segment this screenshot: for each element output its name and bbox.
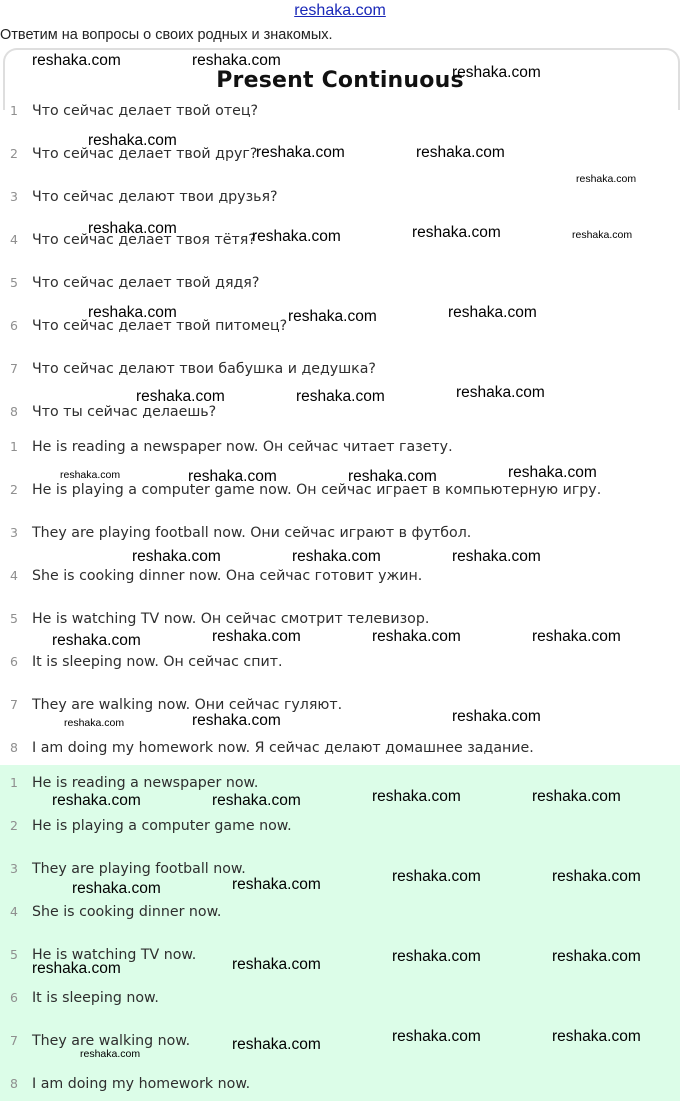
watermark: reshaka.com <box>392 948 481 965</box>
item-number: 8 <box>10 740 18 755</box>
watermark: reshaka.com <box>456 384 545 401</box>
watermark: reshaka.com <box>448 304 537 321</box>
watermark: reshaka.com <box>508 464 597 481</box>
question-text: Что сейчас делают твои друзья? <box>32 189 278 205</box>
question-text: Что сейчас делает твой дядя? <box>32 275 260 291</box>
item-number: 5 <box>10 947 18 962</box>
translation-text: She is cooking dinner now. Она сейчас готовит ужин. <box>32 568 423 584</box>
item-number: 2 <box>10 482 18 497</box>
item-number: 3 <box>10 525 18 540</box>
watermark: reshaka.com <box>392 868 481 885</box>
item-number: 1 <box>10 439 18 454</box>
watermark: reshaka.com <box>292 548 381 565</box>
translation-row <box>0 436 680 458</box>
item-number: 2 <box>10 146 18 161</box>
exercise-title: Present Continuous <box>216 68 464 93</box>
watermark: reshaka.com <box>392 1028 481 1045</box>
watermark: reshaka.com <box>72 880 161 897</box>
watermark: reshaka.com <box>60 469 121 481</box>
watermark: reshaka.com <box>32 52 121 69</box>
watermark: reshaka.com <box>452 64 541 81</box>
answer-row <box>0 815 680 837</box>
watermark: reshaka.com <box>88 220 177 237</box>
watermark: reshaka.com <box>232 956 321 973</box>
watermark: reshaka.com <box>372 628 461 645</box>
item-number: 6 <box>10 990 18 1005</box>
question-text: Что сейчас делают твои бабушка и дедушка? <box>32 361 376 377</box>
item-number: 1 <box>10 103 18 118</box>
watermark: reshaka.com <box>576 173 637 185</box>
intro-text: Ответим на вопросы о своих родных и знакомых. <box>0 27 333 43</box>
watermark: reshaka.com <box>372 788 461 805</box>
translation-text: They are walking now. Они сейчас гуляют. <box>32 697 343 713</box>
answer-text: He is playing a computer game now. <box>32 818 292 834</box>
translation-text: They are playing football now. Они сейчас играют в футбол. <box>32 525 472 541</box>
item-number: 7 <box>10 697 18 712</box>
translation-row <box>0 651 680 673</box>
answer-text: It is sleeping now. <box>32 990 159 1006</box>
item-number: 4 <box>10 904 18 919</box>
question-text: Что сейчас делает твой отец? <box>32 103 259 119</box>
watermark: reshaka.com <box>212 628 301 645</box>
question-text: Что сейчас делает твоя тётя? <box>32 232 256 248</box>
question-text: Что сейчас делает твой питомец? <box>32 318 288 334</box>
watermark: reshaka.com <box>296 388 385 405</box>
item-number: 7 <box>10 1033 18 1048</box>
item-number: 6 <box>10 654 18 669</box>
translation-row <box>0 694 680 716</box>
watermark: reshaka.com <box>132 548 221 565</box>
question-text: Что сейчас делает твой друг? <box>32 146 258 162</box>
watermark: reshaka.com <box>52 792 141 809</box>
item-number: 8 <box>10 1076 18 1091</box>
item-number: 4 <box>10 232 18 247</box>
watermark: reshaka.com <box>52 632 141 649</box>
translation-row <box>0 608 680 630</box>
watermark: reshaka.com <box>532 788 621 805</box>
watermark: reshaka.com <box>552 948 641 965</box>
watermark: reshaka.com <box>572 229 633 241</box>
watermark: reshaka.com <box>416 144 505 161</box>
question-row <box>0 272 680 294</box>
translation-row <box>0 565 680 587</box>
watermark: reshaka.com <box>532 628 621 645</box>
question-row <box>0 186 680 208</box>
watermark: reshaka.com <box>256 144 345 161</box>
translation-text: He is reading a newspaper now. Он сейчас читает газету. <box>32 439 453 455</box>
watermark: reshaka.com <box>232 876 321 893</box>
answer-row <box>0 1073 680 1095</box>
watermark: reshaka.com <box>348 468 437 485</box>
translation-text: He is watching TV now. Он сейчас смотрит телевизор. <box>32 611 430 627</box>
item-number: 5 <box>10 275 18 290</box>
translation-row <box>0 522 680 544</box>
translation-text: It is sleeping now. Он сейчас спит. <box>32 654 283 670</box>
question-row <box>0 358 680 380</box>
watermark: reshaka.com <box>192 52 281 69</box>
item-number: 7 <box>10 361 18 376</box>
translation-text: I am doing my homework now. Я сейчас делают домашнее задание. <box>32 740 534 756</box>
watermark: reshaka.com <box>192 712 281 729</box>
watermark: reshaka.com <box>188 468 277 485</box>
translation-row <box>0 737 680 759</box>
question-text: Что ты сейчас делаешь? <box>32 404 217 420</box>
answer-text: They are walking now. <box>32 1033 191 1049</box>
watermark: reshaka.com <box>412 224 501 241</box>
item-number: 2 <box>10 818 18 833</box>
watermark: reshaka.com <box>552 1028 641 1045</box>
answer-row <box>0 901 680 923</box>
watermark: reshaka.com <box>64 717 125 729</box>
site-header-link[interactable]: reshaka.com <box>294 2 386 19</box>
watermark: reshaka.com <box>88 132 177 149</box>
translation-text: He is playing a computer game now. Он сейчас играет в компьютерную игру. <box>32 482 602 498</box>
question-row <box>0 100 680 122</box>
item-number: 3 <box>10 189 18 204</box>
watermark: reshaka.com <box>136 388 225 405</box>
watermark: reshaka.com <box>452 548 541 565</box>
answer-text: He is watching TV now. <box>32 947 197 963</box>
watermark: reshaka.com <box>252 228 341 245</box>
watermark: reshaka.com <box>452 708 541 725</box>
item-number: 5 <box>10 611 18 626</box>
item-number: 1 <box>10 775 18 790</box>
watermark: reshaka.com <box>80 1048 141 1060</box>
answer-text: She is cooking dinner now. <box>32 904 222 920</box>
watermark: reshaka.com <box>88 304 177 321</box>
answer-row <box>0 987 680 1009</box>
item-number: 6 <box>10 318 18 333</box>
translation-row <box>0 479 680 501</box>
watermark: reshaka.com <box>212 792 301 809</box>
answer-text: I am doing my homework now. <box>32 1076 251 1092</box>
watermark: reshaka.com <box>232 1036 321 1053</box>
watermark: reshaka.com <box>32 960 121 977</box>
item-number: 8 <box>10 404 18 419</box>
watermark: reshaka.com <box>552 868 641 885</box>
answer-text: He is reading a newspaper now. <box>32 775 259 791</box>
item-number: 3 <box>10 861 18 876</box>
answer-text: They are playing football now. <box>32 861 246 877</box>
watermark: reshaka.com <box>288 308 377 325</box>
item-number: 4 <box>10 568 18 583</box>
